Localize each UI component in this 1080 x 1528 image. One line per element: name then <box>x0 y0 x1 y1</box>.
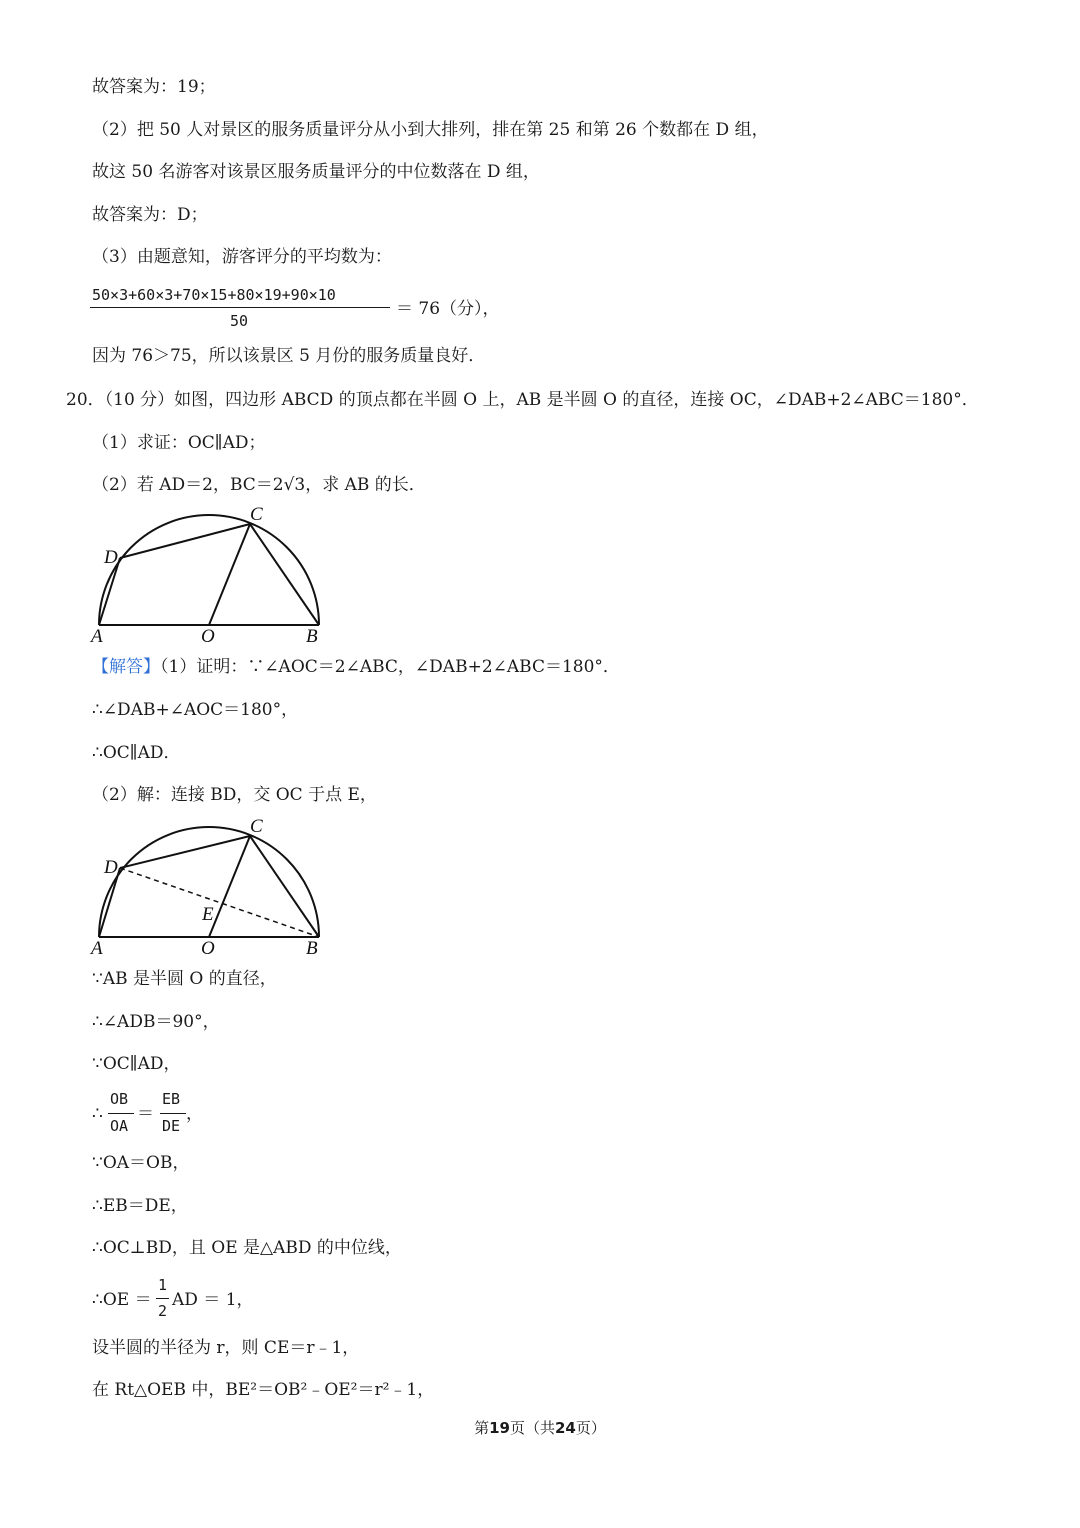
label-o: O <box>201 626 215 647</box>
step-angle-sum: ∴∠DAB+∠AOC＝180°， <box>92 700 299 720</box>
label-e: E <box>202 904 214 925</box>
label-b: B <box>306 626 318 647</box>
label-a: A <box>91 938 103 959</box>
semicircle-figure-1 <box>84 500 334 650</box>
semicircle-figure-2 <box>84 812 334 962</box>
solution-part1-text: （1）证明：∵∠AOC＝2∠ABC，∠DAB+2∠ABC＝180°． <box>160 657 620 677</box>
mean-numerator: 50×3+60×3+70×15+80×19+90×10 <box>92 286 336 304</box>
solution-part2: （2）解：连接 BD，交 OC 于点 E， <box>92 785 377 805</box>
half-den: 2 <box>158 1302 168 1320</box>
conclusion-line: 因为 76＞75，所以该景区 5 月份的服务质量良好． <box>92 346 486 366</box>
part2-ordering: （2）把 50 人对景区的服务质量评分从小到大排列，排在第 25 和第 26 个数都在 D 组， <box>92 120 769 140</box>
label-a: A <box>91 626 103 647</box>
footer-total-pages: 24 <box>555 1419 576 1437</box>
ratio-left-den: OA <box>110 1117 129 1135</box>
step-right-angle: ∴∠ADB＝90°， <box>92 1012 220 1032</box>
step-radius: 设半圆的半径为 r，则 CE＝r﹣1， <box>92 1338 360 1358</box>
step-pythagoras: 在 Rt△OEB 中，BE²＝OB²﹣OE²＝r²﹣1， <box>92 1380 435 1400</box>
solution-part1 <box>92 656 620 678</box>
label-d: D <box>104 857 118 878</box>
half-bar <box>156 1298 169 1299</box>
part3-mean-intro: （3）由题意知，游客评分的平均数为： <box>92 247 392 267</box>
ratio-left-bar <box>108 1113 134 1114</box>
solution-tag: 【解答】 <box>92 657 160 677</box>
answer-d: 故答案为：D； <box>92 205 208 225</box>
footer-page-number: 19 <box>489 1419 510 1437</box>
step-diameter: ∵AB 是半圆 O 的直径， <box>92 969 277 989</box>
mean-denominator: 50 <box>230 312 249 330</box>
fraction-bar <box>90 307 390 308</box>
ratio-equals: ＝ <box>137 1104 154 1124</box>
label-b: B <box>306 938 318 959</box>
oe-tail: AD ＝ 1， <box>172 1290 254 1310</box>
label-d: D <box>104 547 118 568</box>
part2-median: 故这 50 名游客对该景区服务质量评分的中位数落在 D 组， <box>92 162 540 182</box>
step-oa-ob: ∵OA＝OB， <box>92 1153 190 1173</box>
label-c: C <box>250 504 263 525</box>
half-num: 1 <box>158 1276 168 1294</box>
answer-19: 故答案为：19； <box>92 77 216 97</box>
footer-mid: 页（共 <box>509 1419 555 1437</box>
label-c: C <box>250 816 263 837</box>
step-eb-de: ∴EB＝DE， <box>92 1196 188 1216</box>
step-oc-parallel: ∵OC∥AD， <box>92 1054 181 1074</box>
ratio-therefore: ∴ <box>92 1104 103 1124</box>
oe-prefix: ∴OE ＝ <box>92 1290 152 1310</box>
label-o: O <box>201 938 215 959</box>
question-20-part2: （2）若 AD＝2，BC＝2√3，求 AB 的长． <box>92 475 426 495</box>
step-midline: ∴OC⊥BD，且 OE 是△ABD 的中位线， <box>92 1238 402 1258</box>
question-20: 20．（10 分）如图，四边形 ABCD 的顶点都在半圆 O 上，AB 是半圆 O 的直径，连接 OC，∠DAB+2∠ABC＝180°． <box>66 390 979 410</box>
ratio-left-num: OB <box>110 1090 129 1108</box>
ratio-right-num: EB <box>162 1090 181 1108</box>
ratio-right-bar <box>160 1113 186 1114</box>
ratio-right-den: DE <box>162 1117 181 1135</box>
ratio-comma: ， <box>186 1104 203 1124</box>
footer-pre: 第 <box>474 1419 490 1437</box>
page-footer <box>0 1417 1080 1438</box>
step-parallel: ∴OC∥AD． <box>92 743 181 763</box>
question-20-part1: （1）求证：OC∥AD； <box>92 433 266 453</box>
footer-post: 页） <box>575 1419 606 1437</box>
mean-result: ＝ 76（分）， <box>396 299 500 319</box>
